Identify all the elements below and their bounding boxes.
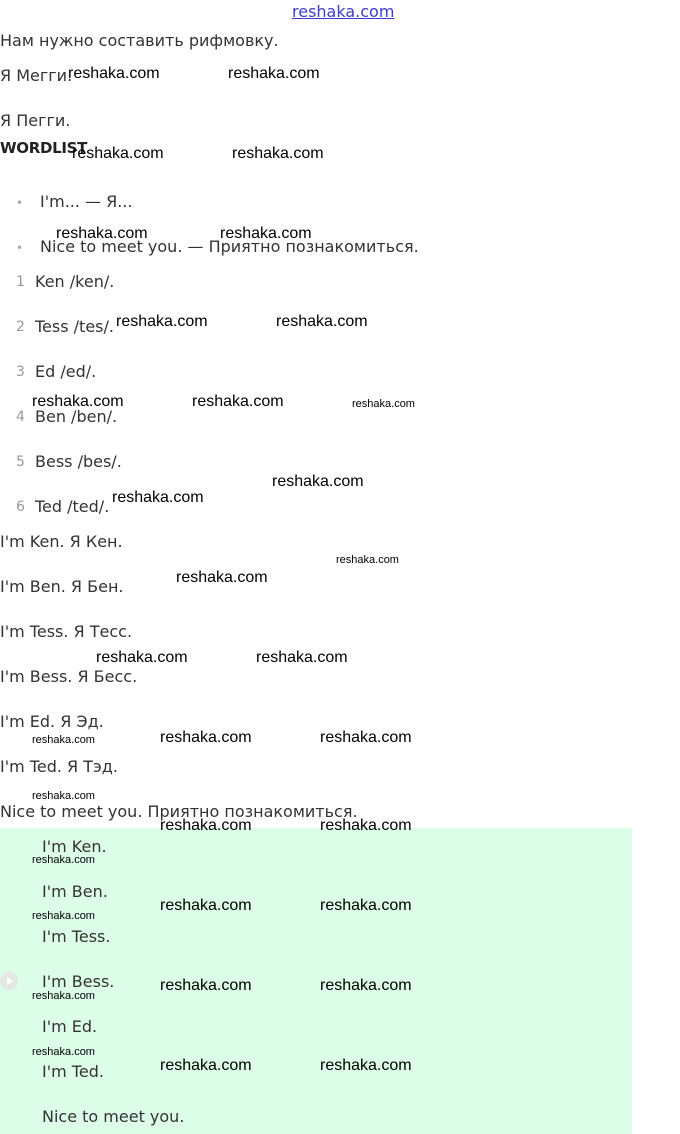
rhyme-line: I'm Ed. — [42, 1017, 98, 1036]
list-item: Ben /ben/. — [35, 407, 118, 426]
watermark: reshaka.com — [228, 65, 320, 82]
rhyme-line: Nice to meet you. — [42, 1107, 185, 1126]
watermark: reshaka.com — [256, 649, 348, 666]
bullet-dot: • — [16, 196, 24, 210]
intro-line-1: Я Мегги. — [0, 66, 73, 85]
watermark: reshaka.com — [32, 910, 95, 922]
wordlist-title: WORDLIST — [0, 139, 88, 157]
translation-line: I'm Ken. Я Кен. — [0, 532, 123, 551]
watermark: reshaka.com — [176, 569, 268, 586]
watermark: reshaka.com — [352, 398, 415, 410]
translation-line: I'm Ted. Я Тэд. — [0, 757, 118, 776]
watermark: reshaka.com — [160, 897, 252, 914]
watermark: reshaka.com — [32, 734, 95, 746]
translation-line: I'm Tess. Я Тесс. — [0, 622, 133, 641]
list-number: 1 — [16, 274, 25, 290]
watermark: reshaka.com — [320, 897, 412, 914]
watermark: reshaka.com — [276, 313, 368, 330]
task-text: Нам нужно составить рифмовку. — [0, 31, 279, 50]
rhyme-line: I'm Ben. — [42, 882, 108, 901]
watermark: reshaka.com — [112, 489, 204, 506]
watermark: reshaka.com — [320, 977, 412, 994]
list-item: Bess /bes/. — [35, 452, 122, 471]
translation-line: I'm Ben. Я Бен. — [0, 577, 124, 596]
watermark: reshaka.com — [32, 1046, 95, 1058]
rhyme-line: I'm Tess. — [42, 927, 111, 946]
watermark: reshaka.com — [320, 729, 412, 746]
watermark: reshaka.com — [68, 65, 160, 82]
watermark: reshaka.com — [160, 817, 252, 834]
watermark: reshaka.com — [320, 1057, 412, 1074]
rhyme-line: I'm Ted. — [42, 1062, 104, 1081]
watermark: reshaka.com — [160, 729, 252, 746]
site-link[interactable]: reshaka.com — [292, 2, 395, 21]
wordlist-bullet: Nice to meet you. — Приятно познакомиться. — [40, 237, 419, 256]
watermark: reshaka.com — [272, 473, 364, 490]
watermark: reshaka.com — [116, 313, 208, 330]
translation-line: I'm Bess. Я Бесс. — [0, 667, 138, 686]
translation-line: I'm Ed. Я Эд. — [0, 712, 104, 731]
watermark: reshaka.com — [160, 1057, 252, 1074]
translation-line: Nice to meet you. Приятно познакомиться. — [0, 802, 358, 821]
watermark: reshaka.com — [320, 817, 412, 834]
bullet-dot: • — [16, 241, 24, 255]
watermark: reshaka.com — [32, 393, 124, 410]
watermark: reshaka.com — [32, 854, 95, 866]
watermark: reshaka.com — [72, 145, 164, 162]
watermark: reshaka.com — [32, 990, 95, 1002]
watermark: reshaka.com — [336, 554, 399, 566]
wordlist-bullet: I'm... — Я... — [40, 192, 133, 211]
rhyme-line: I'm Ken. — [42, 837, 107, 856]
list-number: 3 — [16, 364, 25, 380]
list-number: 5 — [16, 454, 25, 470]
list-item: Ed /ed/. — [35, 362, 97, 381]
watermark: reshaka.com — [32, 790, 95, 802]
rhyme-line: I'm Bess. — [42, 972, 115, 991]
play-icon[interactable] — [0, 972, 18, 990]
watermark: reshaka.com — [56, 225, 148, 242]
watermark: reshaka.com — [160, 977, 252, 994]
watermark: reshaka.com — [232, 145, 324, 162]
list-number: 4 — [16, 409, 25, 425]
list-item: Tess /tes/. — [35, 317, 114, 336]
watermark: reshaka.com — [192, 393, 284, 410]
watermark: reshaka.com — [96, 649, 188, 666]
list-item: Ted /ted/. — [35, 497, 110, 516]
list-number: 6 — [16, 499, 25, 515]
watermark: reshaka.com — [220, 225, 312, 242]
list-item: Ken /ken/. — [35, 272, 115, 291]
list-number: 2 — [16, 319, 25, 335]
intro-line-2: Я Пегги. — [0, 111, 71, 130]
